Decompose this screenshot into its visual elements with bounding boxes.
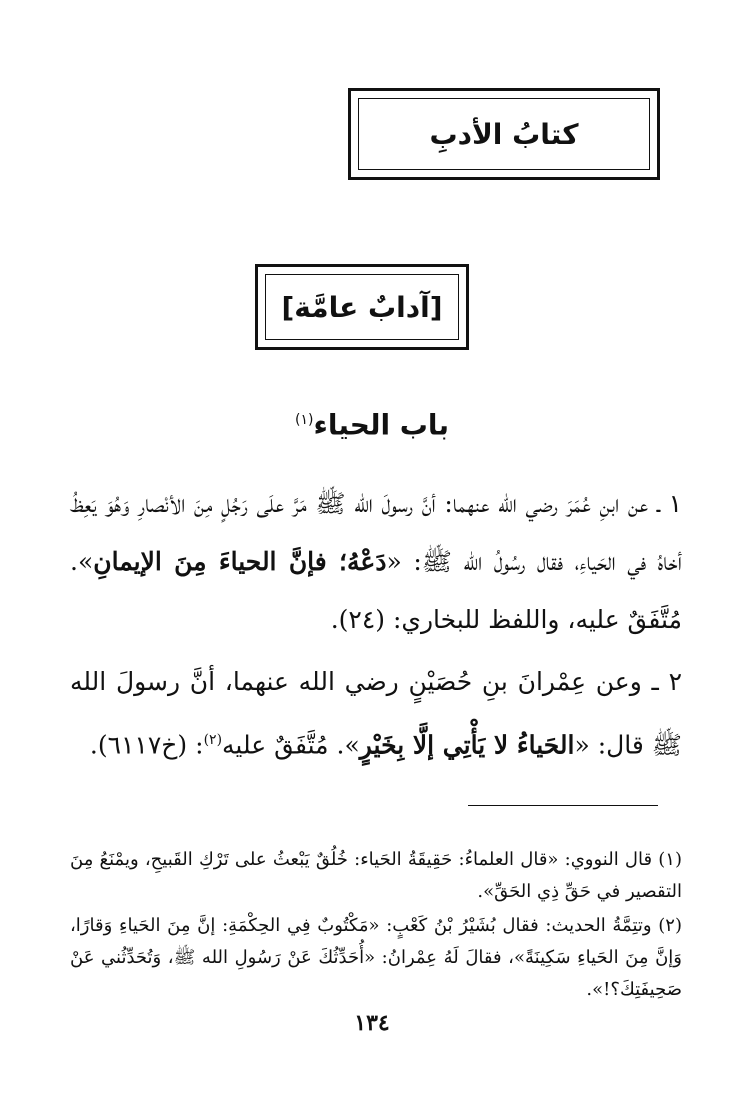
footnote-separator (468, 805, 658, 806)
footnote: (٢) وتتِمَّةُ الحديث: فقال بُشَيْرُ بْنُ كَعْبٍ: «مَكْتُوبٌ فِي الحِكْمَةِ: إنَّ مِنَ الحَياءِ وَقارًا، وَإنَّ مِنَ الحَياءِ سَكِينَةً»، فقالَ لَهُ عِمْرانُ: «أُحَدِّثُكَ عَنْ رَسُولِ الله ﷺ، وَتُحَدِّثُني عَنْ صَحِيفَتِكَ؟!». (70, 915, 682, 1000)
hadith-source: ». مُتَّفَقٌ عليه، واللفظ للبخاري: (٢٤). (70, 547, 682, 634)
section-title: [آدابٌ عامَّة] (281, 290, 443, 324)
hadith-text: ٢ ـ وعن عِمْرانَ بنِ حُصَيْنٍ رضي الله عنهما، أنَّ رسولَ الله ﷺ قال: « (70, 667, 682, 760)
chapter-title (200, 400, 544, 445)
hadith-text: ١ ـ عن ابنِ عُمَرَ رضي الله عنهما: أنَّ رسولَ الله ﷺ مَرَّ علَى رَجُلٍ مِنَ الأنْصارِ وَهُوَ يَعِظُ أخاهُ في الحَياءِ، فقال رسُولُ الله ﷺ: « (70, 489, 682, 576)
hadith-quote: الحَياءُ لا يَأْتِي إلَّا بِخَيْرٍ (359, 730, 575, 760)
book-title-frame (348, 88, 660, 180)
footnote: (١) قال النووي: «قال العلماءُ: حَقِيقَةُ الحَياء: خُلُقٌ يَبْعثُ على تَرْكِ القَبيحِ، ويمْنَعُ مِنَ التقصير في حَقِّ ذِي الحَقِّ». (70, 849, 682, 902)
section-title-frame (255, 264, 469, 350)
hadith-paragraph (70, 475, 682, 649)
hadith-reference: : (خ٦١١٧). (89, 730, 204, 760)
chapter-title-text: باب الحياء (313, 408, 449, 442)
hadith-source: ». مُتَّفَقٌ عليه (222, 730, 360, 760)
book-title: كتابُ الأدبِ (429, 117, 579, 151)
page-number: ١٣٤ (354, 1010, 390, 1036)
hadith-paragraph (70, 653, 682, 774)
hadith-quote: دَعْهُ؛ فإنَّ الحياءَ مِنَ الإيمانِ (93, 547, 387, 576)
chapter-footnote-ref: (١) (295, 412, 314, 428)
hadith-footnote-ref: (٢) (203, 732, 223, 748)
